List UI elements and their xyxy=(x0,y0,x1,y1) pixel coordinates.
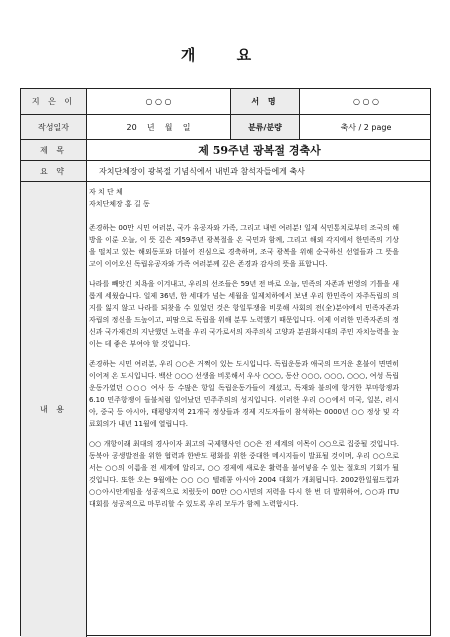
document-title: 개 요 xyxy=(180,46,270,64)
summary-value: 자치단체장이 광복절 기념식에서 내빈과 참석자들에게 축사 xyxy=(99,166,305,176)
speech-body xyxy=(89,186,399,518)
greeting-line-1: 자 치 단 체 xyxy=(89,188,123,196)
speaker-row xyxy=(21,89,430,115)
category-value: 축사 / 2 page xyxy=(340,122,392,132)
category-label: 분류/분량 xyxy=(230,115,300,139)
paragraph-3: 존경하는 시민 여러분, 우리 ○○은 거쩍이 있는 도시입니다. 독립운동과 애국의 뜨거운 혼불이 면면히 이어져 온 도시입니다. 백산 ○○○ 선생을 비롯해서 우사 ○○○, 동산 ○○○, ○○○, ○○○, 여성 독립운동가였던 ○○○ 여사 등 수많은 항일 독립운동가들이 계셨고, 독재와 불의에 항거한 부마항쟁과 6.10 민주항쟁이 들불처럼 일어났던 민주주의의 성지입니다. 이러한 우리 ○○에서 미국, 일본, 러시아, 중국 등 아시아, 태평양지역 21개국 정상들과 경제 지도자들이 참석하는 0000년 ○○ 정상 및 각료회의가 내년 11월에 열립니다. xyxy=(89,360,399,428)
summary-row xyxy=(21,161,430,182)
paragraph-1: 존경하는 00만 시민 여러분, 국가 유공자와 가족, 그리고 내빈 여러분! 일제 식민통치로부터 조국의 해방을 이룬 오늘, 이 뜻 깊은 제59주년 광복절을 온 국민과 함께, 그리고 해외 각지에서 한민족의 기상을 떨치고 있는 해외동포와 더불어 진심으로 경축하며, 조국 광복을 위해 순국하신 선열들과 그 뜻을 고이 이어오신 독립유공자와 가족 여러분께 깊은 존경과 감사의 뜻을 표합니다. xyxy=(89,224,399,268)
greeting-line-2: 자치단체장 홍 길 동 xyxy=(89,200,150,208)
subject-label: 제 목 xyxy=(21,140,87,160)
author-label: 서 명 xyxy=(230,89,300,114)
date-value: 20 년 월 일 xyxy=(126,122,191,132)
date-row xyxy=(21,115,430,140)
author-value: ○ ○ ○ xyxy=(352,97,380,106)
speaker-value: ○ ○ ○ xyxy=(145,97,172,106)
speaker-label: 지 은 이 xyxy=(21,89,87,114)
paragraph-2: 나라를 빼앗긴 치욕을 이겨내고, 우리의 선조들은 59년 전 바로 오늘, 민족의 자존과 번영의 기틀을 새롭게 세웠습니다. 일제 36년, 한 세대가 넘는 세월을 일제치하에서 보낸 우리 한민족이 자주독립의 의지를 잃지 않고 나라를 되찾을 수 있었던 것은 항일투쟁을 비롯해 사회의 전(全)분야에서 민족자존과 자립의 정신을 드높이고, 피땀으로 독립을 위해 분투 노력했기 때문입니다. 이제 이러한 민족자존의 정신과 국가재건의 지난했던 노력을 우리 국가로서의 자주의식 고양과 분권화시대의 주민 자치능력을 높이는 데 좋은 부여야 할 것입니다. xyxy=(89,280,399,348)
paragraph-4: ○○ 개항이래 최대의 경사이자 최고의 국제행사인 ○○은 전 세계의 이목이 ○○으로 집중될 것입니다. 동북아 공생발전을 위한 협력과 한반도 평화를 위한 중대한 메시지들이 발표될 것이며, 우리 ○○으로서는 ○○의 이름을 전 세계에 알리고, ○○ 경제에 새로운 활력을 불어넣을 수 있는 절호의 기회가 될 것입니다. 또한 오는 9월에는 ○○ ○○ 텔레콤 아시아 2004 대회가 개최됩니다. 2002한일월드컵과 ○○아시안게임을 성공적으로 치렀듯이 00만 ○○시민의 저력을 다시 한 번 더 발휘하여, ○○과 ITU 대회를 성공적으로 마무리할 수 있도록 우리 모두가 함께 노력합시다. xyxy=(89,440,399,508)
subject-row xyxy=(21,140,430,161)
date-label: 작성일자 xyxy=(21,115,87,139)
summary-label: 요 약 xyxy=(21,161,87,181)
subject-value: 제 59주년 광복절 경축사 xyxy=(198,144,321,157)
content-label: 내 용 xyxy=(21,182,87,637)
